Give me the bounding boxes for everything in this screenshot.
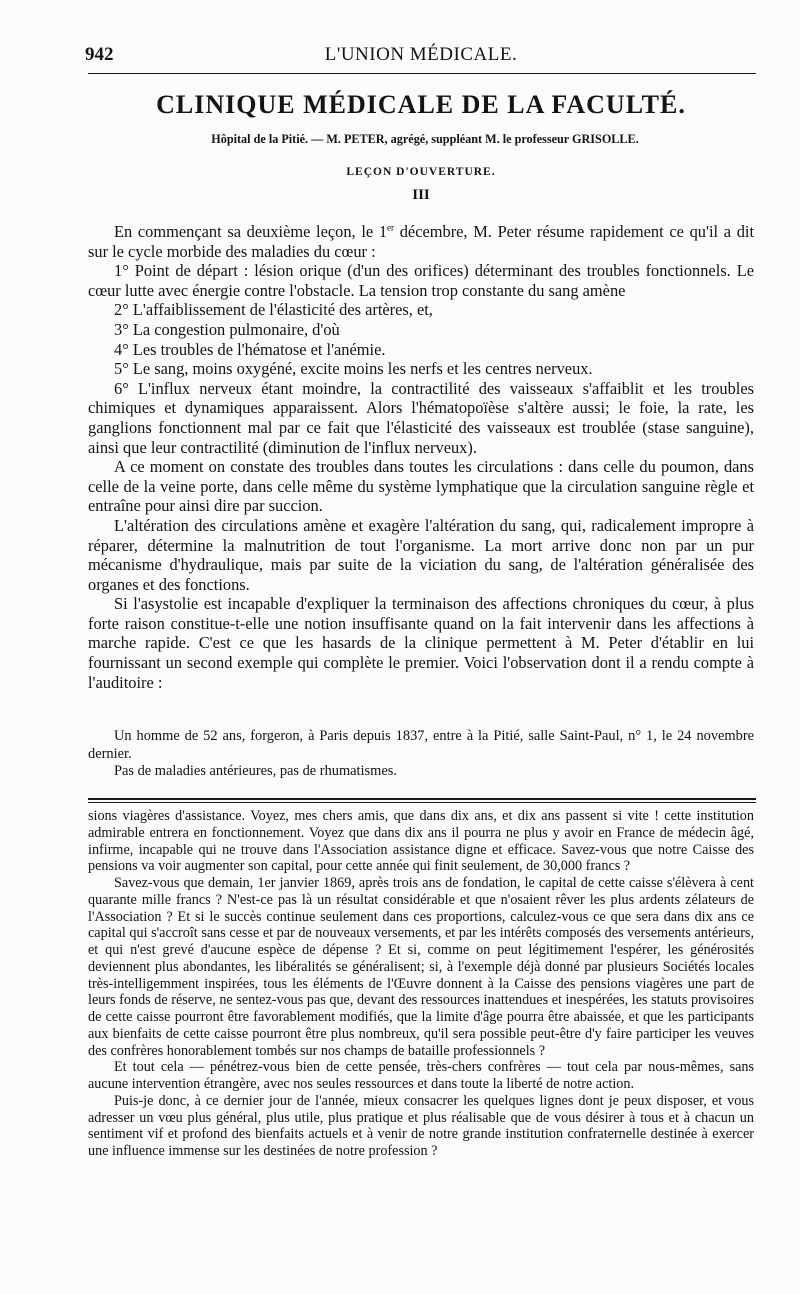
article-title: CLINIQUE MÉDICALE DE LA FACULTÉ. bbox=[156, 90, 686, 119]
body-paragraph: L'altération des circulations amène et exagère l'altération du sang, qui, radicalement impropre à réparer, détermine la malnutrition de tout l'organisme. La mort arrive donc non par un pur mécanisme d'hydraulique, mais par suite de la viciation du sang, de l'altération généralisée des organes et des fonctions. bbox=[88, 515, 754, 594]
lecture-heading: LEÇON D'OUVERTURE. bbox=[346, 166, 496, 178]
body-paragraph: Si l'asystolie est incapable d'expliquer la terminaison des affections chroniques du cœur, à plus forte raison constitue-t-elle une notion insuffisante quand on la fait intervenir dans les affections à marche rapide. C'est ce que les hasards de la clinique permettent à M. Peter d'établir en lui fournissant un second exemple qui complète le premier. Voici l'observation dont il a rendu compte à l'auditoire : bbox=[88, 594, 754, 692]
header-rule bbox=[88, 73, 756, 74]
feuilleton-paragraph: sions viagères d'assistance. Voyez, mes chers amis, que dans dix ans, et dix ans passent si vite ! cette institution admirable entrera en fonctionnement. Voyez que dans dix ans il pourra ne plus y avoir en France de médecin âgé, infirme, incapable qui ne trouve dans l'Association assistance digne et efficace. Savez-vous que notre Caisse des pensions va voir augmenter son capital, pour cette année qui finit seulement, de 30,000 francs ? bbox=[88, 808, 754, 875]
intro-paragraph: En commençant sa deuxième leçon, le 1er décembre, M. Peter résume rapidement ce qu'il a dit sur le cycle morbide des maladies du cœur : bbox=[88, 222, 754, 261]
list-item: 1° Point de départ : lésion orique (d'un des orifices) déterminant des troubles fonctionnels. Le cœur lutte avec énergie contre l'obstacle. La tension trop constante du sang amène bbox=[88, 261, 754, 300]
feuilleton-rule bbox=[88, 798, 756, 800]
feuilleton-body bbox=[88, 808, 754, 1160]
running-title: L'UNION MÉDICALE. bbox=[324, 44, 518, 65]
list-item: 5° Le sang, moins oxygéné, excite moins les nerfs et les centres nerveux. bbox=[114, 359, 593, 379]
observation-block bbox=[88, 728, 754, 781]
page-header bbox=[85, 44, 757, 72]
list-item: 4° Les troubles de l'hématose et l'anémie. bbox=[114, 339, 386, 359]
list-item: 2° L'affaiblissement de l'élasticité des artères, et, bbox=[114, 300, 433, 320]
symptom-list bbox=[88, 261, 754, 457]
feuilleton-paragraph: Et tout cela — pénétrez-vous bien de cette pensée, très-chers confrères — tout cela par nous-mêmes, sans aucune intervention étrangère, avec nos seules ressources et dans toute la liberté de notre action. bbox=[88, 1059, 754, 1092]
observation-line: Un homme de 52 ans, forgeron, à Paris depuis 1837, entre à la Pitié, salle Saint-Paul, n° 1, le 24 novembre dernier. bbox=[88, 728, 754, 762]
feuilleton-paragraph: Savez-vous que demain, 1er janvier 1869, après trois ans de fondation, le capital de cette caisse s'élèvera à cent quarante mille francs ? N'est-ce pas là un résultat considérable et que n'osaient rêver les plus ardents zélateurs de l'Association ? Et si le succès continue seulement dans ces proportions, calculez-vous ce que sera dans dix ans ce capital qui s'accroît sans cesse et par de nouveaux versements, et par les intérêts composés des versements antérieurs, et qui n'est grevé d'aucune espèce de dépense ? Et si, comme on peut légitimement l'espérer, les générosités deviennent plus abondantes, les libéralités se généralisent; si, à l'exemple déjà donné par plusieurs Sociétés locales très-intelligemment inspirées, tous les éléments de l'Œuvre donnent à la Caisse des pensions viagères une part de leurs fonds de réserve, ne sentez-vous pas que, devant des ressources inattendues et inespérées, les statuts provisoires de cette caisse pourront être favorablement modifiés, que la limite d'âge pourra être abaissée, et que les participants aux bienfaits de cette caisse pourront être plus nombreux, qu'il sera possible peut-être d'y faire participer les veuves des confrères honorablement tombés sur nos champs de bataille professionnels ? bbox=[88, 875, 754, 1059]
feuilleton-rule-thin bbox=[88, 802, 756, 803]
part-numeral: III bbox=[412, 187, 430, 203]
body-paragraph: A ce moment on constate des troubles dans toutes les circulations : dans celle du poumon, dans celle de la veine porte, dans celle même du système lymphatique que la circulation sanguine règle et entraîne pour ainsi dire par succion. bbox=[88, 457, 754, 516]
observation-line: Pas de maladies antérieures, pas de rhumatismes. bbox=[114, 763, 397, 780]
article-body bbox=[88, 222, 754, 692]
list-item: 3° La congestion pulmonaire, d'où bbox=[114, 319, 340, 339]
list-item: 6° L'influx nerveux étant moindre, la contractilité des vaisseaux s'affaiblit et les troubles chimiques et dynamiques apparaissent. Alors l'hématopoïèse s'altère aussi; le foie, la rate, les ganglions fonctionnent mal par ce fait que l'élasticité des vaisseaux est troublée (stase sanguine), ainsi que leur contractilité (diminution de l'influx nerveux). bbox=[88, 378, 754, 457]
page-number: 942 bbox=[85, 44, 114, 65]
article-subtitle: Hôpital de la Pitié. — M. PETER, agrégé, suppléant M. le professeur GRISOLLE. bbox=[211, 132, 639, 146]
feuilleton-paragraph: Puis-je donc, à ce dernier jour de l'année, mieux consacrer les quelques lignes dont je peux disposer, et vous adresser un vœu plus général, plus utile, plus pratique et plus réalisable que de vous désirer à tous et à chacun un sentiment vif et profond des bienfaits actuels et à venir de notre grande institution confraternelle destinée à exercer une influence immense sur les destinées de notre profession ? bbox=[88, 1092, 754, 1159]
